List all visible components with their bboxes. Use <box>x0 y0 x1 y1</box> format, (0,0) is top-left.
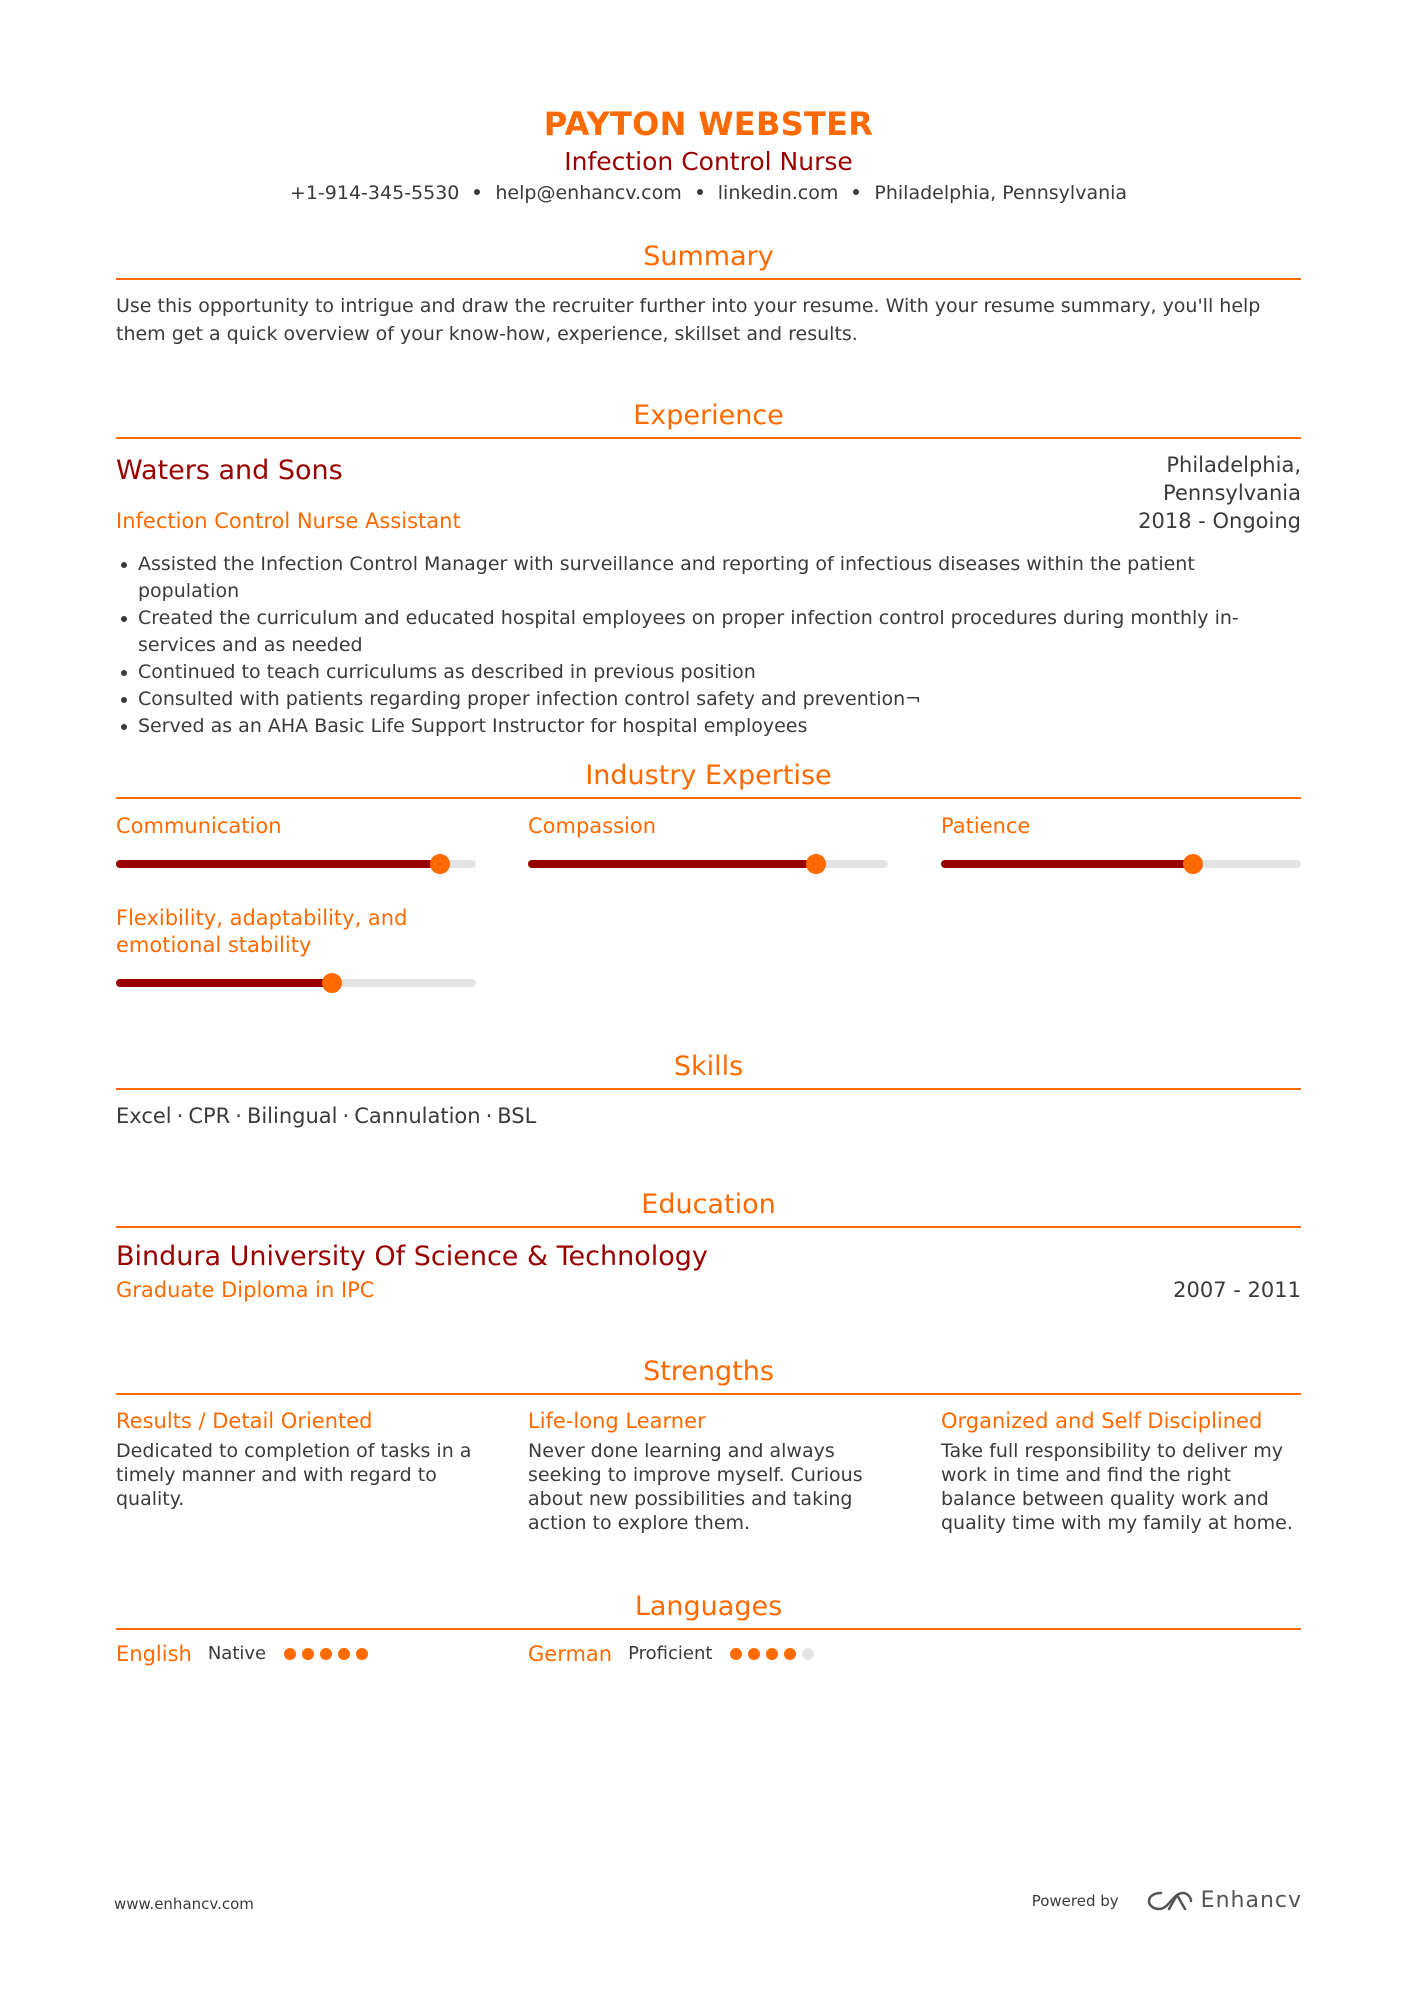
brand-name: Enhancv <box>1200 1888 1302 1913</box>
strength-title: Results / Detail Oriented <box>116 1409 373 1433</box>
expertise-bar-fill <box>941 860 1193 868</box>
expertise-bar <box>116 979 476 987</box>
section-heading-summary: Summary <box>116 240 1301 280</box>
section-heading-experience: Experience <box>116 399 1301 439</box>
contact-linkedin[interactable]: linkedin.com <box>717 182 839 204</box>
expertise-grid <box>116 813 1301 1053</box>
strength-description: Never done learning and always seeking to improve myself. Curious about new possibilities and taking action to explore them. <box>528 1440 863 1534</box>
skill-tag: BSL <box>497 1104 537 1128</box>
languages-section <box>116 1590 1301 1680</box>
expertise-name: Patience <box>941 814 1031 838</box>
expertise-item <box>116 905 476 987</box>
expertise-bar <box>116 860 476 868</box>
education-section <box>116 1188 1301 1320</box>
education-dates: 2007 - 2011 <box>1173 1278 1301 1302</box>
expertise-section <box>116 759 1301 1053</box>
skills-section <box>116 1050 1301 1130</box>
bullet-item: Consulted with patients regarding proper infection control safety and prevention¬ <box>138 686 1301 713</box>
language-name: English <box>116 1642 192 1666</box>
bullet-item: Continued to teach curriculums as described in previous position <box>138 659 1301 686</box>
candidate-name: PAYTON WEBSTER <box>543 105 874 143</box>
company-name: Waters and Sons <box>116 455 343 486</box>
section-heading-skills: Skills <box>116 1050 1301 1090</box>
skills-list <box>116 1102 1301 1130</box>
summary-section <box>116 240 1301 348</box>
skill-tag: CPR <box>188 1104 231 1128</box>
expertise-bar-fill <box>116 979 332 987</box>
separator-dot: · <box>176 1104 184 1128</box>
skill-tag: Cannulation <box>354 1104 481 1128</box>
strength-item <box>116 1407 476 1511</box>
language-name: German <box>528 1642 613 1666</box>
expertise-name: Compassion <box>528 814 657 838</box>
language-rating <box>284 1648 374 1660</box>
section-heading-languages: Languages <box>116 1590 1301 1630</box>
summary-text: Use this opportunity to intrigue and draw the recruiter further into your resume. With your resume summary, you'll help them get a quick overview of your know-how, experience, skillset and results. <box>116 295 1261 345</box>
contact-phone: +1-914-345-5530 <box>289 182 460 204</box>
expertise-name: Flexibility, adaptability, and emotional stability <box>116 906 408 957</box>
strength-description: Take full responsibility to deliver my work in time and find the right balance between quality work and quality time with my family at home. <box>941 1440 1293 1534</box>
job-role: Infection Control Nurse Assistant <box>116 509 461 533</box>
language-rating <box>730 1648 820 1660</box>
candidate-title: Infection Control Nurse <box>564 147 853 176</box>
degree-name: Graduate Diploma in IPC <box>116 1278 375 1302</box>
rating-dot <box>356 1648 368 1660</box>
strengths-section <box>116 1355 1301 1557</box>
language-level: Proficient <box>628 1643 713 1664</box>
expertise-bar-knob <box>430 854 450 874</box>
bullet-item: Served as an AHA Basic Life Support Instructor for hospital employees <box>138 713 1301 740</box>
job-location: Philadelphia, Pennsylvania <box>1163 453 1301 505</box>
strengths-grid <box>116 1407 1301 1557</box>
contact-email[interactable]: help@enhancv.com <box>495 182 682 204</box>
separator-dot <box>697 189 703 195</box>
expertise-bar <box>528 860 888 868</box>
strength-title: Organized and Self Disciplined <box>941 1409 1263 1433</box>
resume-page <box>116 0 1301 1666</box>
section-heading-education: Education <box>116 1188 1301 1228</box>
strength-item <box>528 1407 888 1535</box>
expertise-bar-knob <box>322 973 342 993</box>
separator-dot: · <box>342 1104 350 1128</box>
rating-dot <box>766 1648 778 1660</box>
experience-entry <box>116 451 1301 551</box>
separator-dot: · <box>235 1104 242 1128</box>
language-item <box>116 1640 374 1668</box>
strength-item <box>941 1407 1301 1535</box>
school-name: Bindura University Of Science & Technology <box>116 1241 708 1272</box>
expertise-bar-fill <box>528 860 816 868</box>
expertise-bar-knob <box>1183 854 1203 874</box>
languages-list <box>116 1640 1301 1680</box>
rating-dot <box>302 1648 314 1660</box>
rating-dot <box>730 1648 742 1660</box>
rating-dot <box>802 1648 814 1660</box>
language-item <box>528 1640 820 1668</box>
expertise-bar <box>941 860 1301 868</box>
strength-title: Life-long Learner <box>528 1409 706 1433</box>
separator-dot: · <box>485 1104 493 1128</box>
section-heading-strengths: Strengths <box>116 1355 1301 1395</box>
separator-dot <box>474 189 480 195</box>
expertise-bar-fill <box>116 860 440 868</box>
separator-dot <box>853 189 859 195</box>
rating-dot <box>338 1648 350 1660</box>
section-heading-expertise: Industry Expertise <box>116 759 1301 799</box>
rating-dot <box>320 1648 332 1660</box>
expertise-item <box>528 813 888 868</box>
experience-bullets <box>116 551 1301 740</box>
enhancv-logo-icon <box>1147 1889 1193 1913</box>
expertise-name: Communication <box>116 814 282 838</box>
job-dates: 2018 - Ongoing <box>1138 509 1301 533</box>
experience-section <box>116 399 1301 740</box>
footer-website[interactable]: www.enhancv.com <box>114 1895 254 1913</box>
skill-tag: Excel <box>116 1104 172 1128</box>
resume-header <box>116 0 1301 206</box>
skill-tag: Bilingual <box>246 1104 338 1128</box>
expertise-item <box>116 813 476 868</box>
education-entry <box>116 1240 1301 1320</box>
rating-dot <box>748 1648 760 1660</box>
contact-location: Philadelphia, Pennsylvania <box>874 182 1128 204</box>
expertise-bar-knob <box>806 854 826 874</box>
expertise-item <box>941 813 1301 868</box>
rating-dot <box>784 1648 796 1660</box>
bullet-item: Created the curriculum and educated hospital employees on proper infection control procedures during monthly in-services and as needed <box>138 605 1301 659</box>
bullet-item: Assisted the Infection Control Manager with surveillance and reporting of infectious diseases within the patient population <box>138 551 1301 605</box>
strength-description: Dedicated to completion of tasks in a timely manner and with regard to quality. <box>116 1440 472 1510</box>
rating-dot <box>284 1648 296 1660</box>
contact-line <box>116 180 1301 206</box>
powered-by-label: Powered by <box>1031 1891 1119 1910</box>
footer-branding <box>1032 1888 1302 1913</box>
language-level: Native <box>207 1643 267 1664</box>
